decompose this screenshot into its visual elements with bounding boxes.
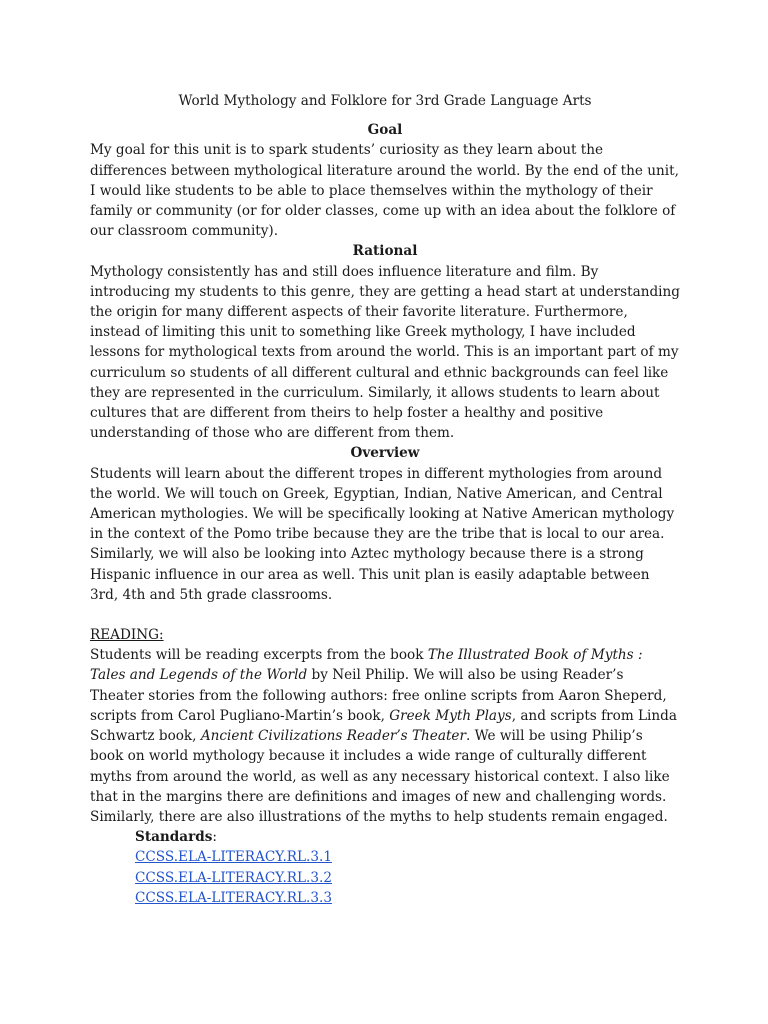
standards-label: Standards (135, 829, 213, 846)
rational-paragraph: Mythology consistently has and still does influence literature and film. By introducing my students to this genre, they are getting a head start at understanding the origin for many different aspects of their favorite literature. Furthermore, instead of limiting this unit to something like Greek mythology, I have included lessons for mythological texts from around the world. This is an important part of my curriculum so students of all different cultural and ethnic backgrounds can feel like they are represented in the curriculum. Similarly, it allows students to learn about cultures that are different from theirs to help foster a healthy and positive understanding of those who are different from them. (90, 263, 680, 442)
reading-text-3: , and scripts from Linda Schwartz book, (90, 707, 677, 745)
standards-heading (135, 827, 680, 847)
book-title-ancient-civilizations: Ancient Civilizations Reader’s Theater (200, 728, 466, 745)
standards-section (135, 827, 680, 908)
book-title-greek-myth-plays: Greek Myth Plays (389, 707, 512, 724)
goal-heading: Goal (367, 122, 403, 139)
reading-paragraph (90, 645, 680, 827)
goal-paragraph: My goal for this unit is to spark students’ curiosity as they learn about the differences between mythological literature around the world. By the end of the unit, I would like students to be able to place themselves within the mythology of their family or community (or for older classes, come up with an idea about the folklore of our classroom community). (90, 142, 679, 240)
reading-label: READING: (90, 627, 164, 644)
standard-link-rl-3-1[interactable]: CCSS.ELA-LITERACY.RL.3.1 (135, 849, 332, 866)
reading-text-4: . We will be using Philip’s book on world mythology because it includes a wide range of culturally different myths from around the world, as well as any necessary historical context. I also like that in the margins there are definitions and images of new and challenging words. Similarly, there are also illustrations of the myths to help students remain engaged. (90, 728, 670, 825)
overview-paragraph: Students will learn about the different tropes in different mythologies from around the world. We will touch on Greek, Egyptian, Indian, Native American, and Central American mythologies. We will be specifically looking at Native American mythology in the context of the Pomo tribe because they are the tribe that is local to our area. Similarly, we will also be looking into Aztec mythology because there is a strong Hispanic influence in our area as well. This unit plan is easily adaptable between 3rd, 4th and 5th grade classrooms. (90, 465, 675, 603)
standard-link-rl-3-2[interactable]: CCSS.ELA-LITERACY.RL.3.2 (135, 869, 332, 886)
document-title: World Mythology and Folklore for 3rd Grade Language Arts (178, 93, 592, 109)
document-page (90, 91, 680, 908)
reading-text-1: Students will be reading excerpts from the book (90, 647, 428, 664)
rational-heading: Rational (352, 243, 418, 260)
standards-colon: : (212, 829, 218, 846)
book-title-illustrated-myths: The Illustrated Book of Myths : Tales and Legends of the World (90, 647, 643, 684)
section-spacer (90, 605, 680, 625)
overview-heading: Overview (350, 445, 420, 462)
standard-link-rl-3-3[interactable]: CCSS.ELA-LITERACY.RL.3.3 (135, 889, 332, 906)
reading-text-2: by Neil Philip. We will also be using Reader’s Theater stories from the following authors: free online scripts from Aaron Sheperd, scripts from Carol Pugliano-Martin’s book, (90, 667, 667, 724)
